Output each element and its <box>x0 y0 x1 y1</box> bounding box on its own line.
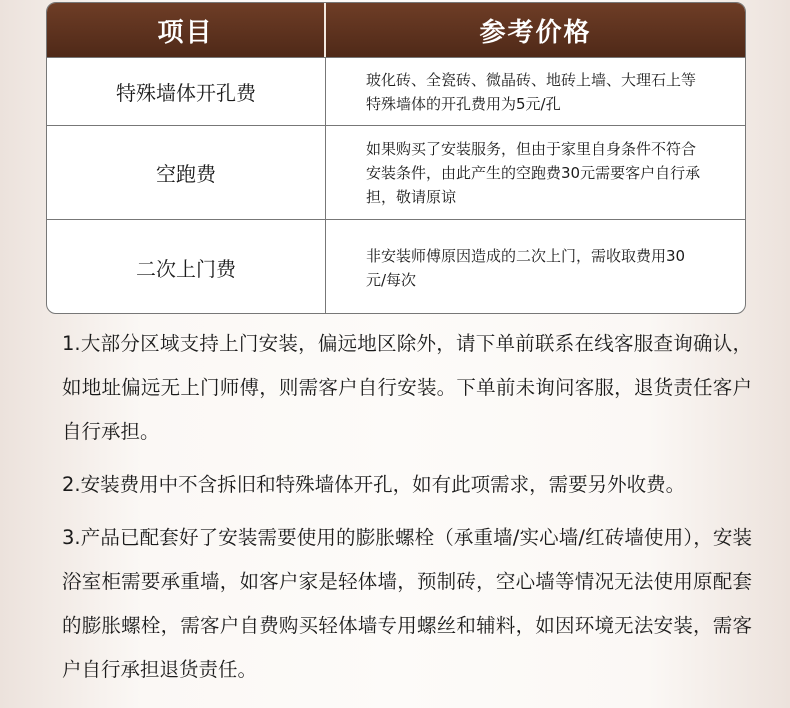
header-item: 项目 <box>47 3 326 57</box>
table-row <box>47 57 745 125</box>
row-item-name: 特殊墙体开孔费 <box>47 58 326 125</box>
row-price-text: 如果购买了安装服务，但由于家里自身条件不符合安装条件，由此产生的空跑费30元需要客户自行承担，敬请原谅 <box>366 139 701 206</box>
row-price-cell <box>326 220 745 314</box>
table-header <box>47 3 745 57</box>
note-paragraph: 1.大部分区域支持上门安装，偏远地区除外，请下单前联系在线客服查询确认，如地址偏远无上门师傅，则需客户自行安装。下单前未询问客服，退货责任客户自行承担。 <box>62 332 752 443</box>
row-item-name: 二次上门费 <box>47 220 326 314</box>
note-paragraph: 2.安装费用中不含拆旧和特殊墙体开孔，如有此项需求，需要另外收费。 <box>62 473 686 496</box>
row-price-text: 玻化砖、全瓷砖、微晶砖、地砖上墙、大理石上等特殊墙体的开孔费用为5元/孔 <box>366 70 697 113</box>
row-price-text: 非安装师傅原因造成的二次上门，需收取费用30元/每次 <box>366 246 686 289</box>
row-item-name: 空跑费 <box>47 126 326 219</box>
table-row <box>47 125 745 219</box>
header-price: 参考价格 <box>479 17 592 48</box>
table-row <box>47 219 745 314</box>
notes-section <box>62 322 752 701</box>
note-paragraph: 3.产品已配套好了安装需要使用的膨胀螺栓（承重墙/实心墙/红砖墙使用），安装浴室柜需要承重墙，如客户家是轻体墙，预制砖，空心墙等情况无法使用原配套的膨胀螺栓，需客户自费购买轻体墙专用螺丝和辅料，如因环境无法安装，需客户自行承担退货责任。 <box>62 526 752 681</box>
price-table <box>46 2 746 314</box>
row-price-cell <box>326 126 745 219</box>
row-price-cell <box>326 58 745 125</box>
